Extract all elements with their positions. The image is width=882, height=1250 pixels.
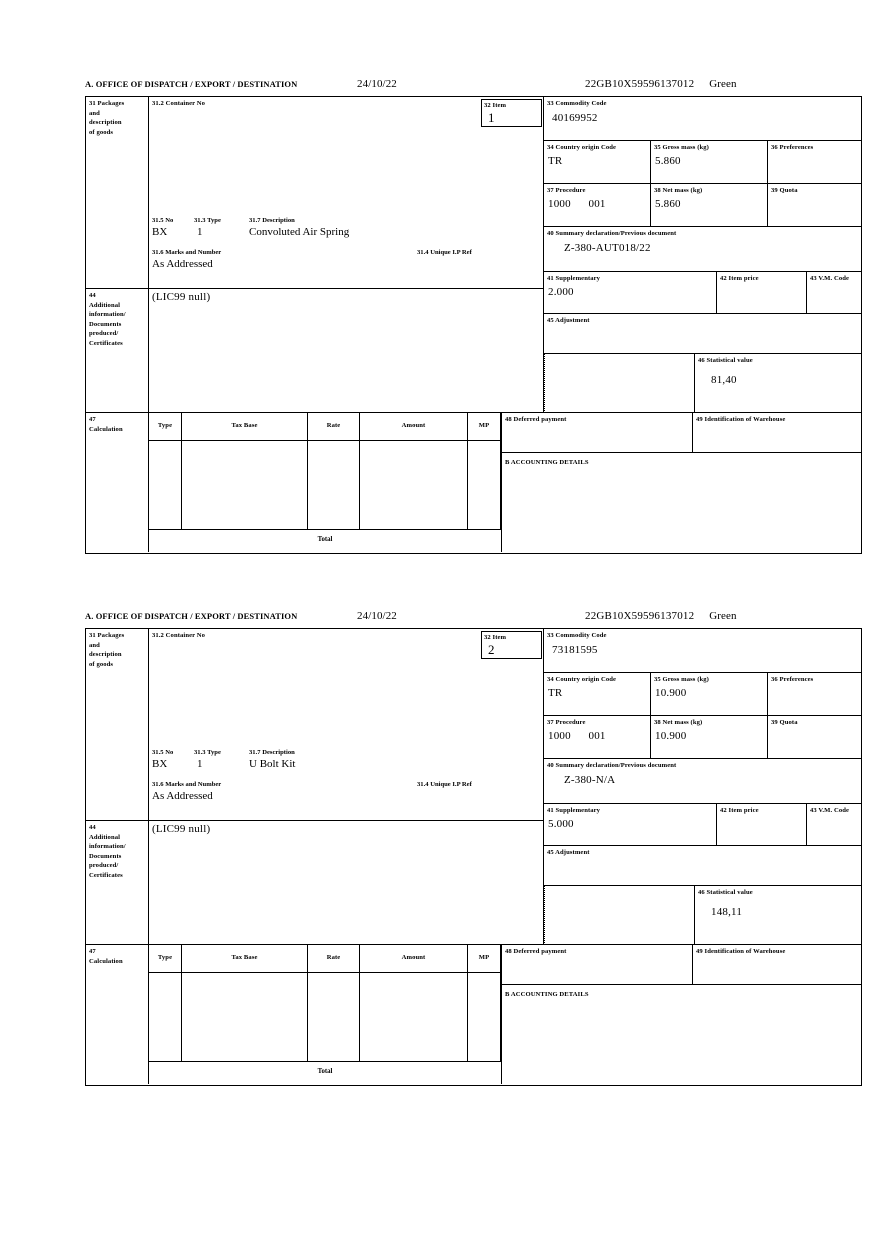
additional-information-value: (LIC99 null)	[152, 291, 211, 303]
box-42-label-2: 42 Item price	[720, 807, 759, 814]
box-31-7-description-label: 31.7 Description	[249, 217, 295, 224]
country-origin-value-2: TR	[548, 686, 563, 699]
box-46-label: 46 Statistical value	[698, 357, 753, 364]
box-34-country-origin-2	[544, 673, 651, 716]
form-header-2	[85, 610, 862, 628]
packages-type-value: 1	[197, 226, 203, 238]
calc-total-label-2: Total	[317, 1068, 333, 1075]
box-31-4-ipref-label-2: 31.4 Unique I.P Ref	[417, 781, 472, 788]
box-35-label: 35 Gross mass (kg)	[654, 144, 709, 151]
box-31-goods-description-2	[149, 629, 544, 821]
box-44-label-l3: information/	[89, 311, 126, 318]
calc-header-mp: MP	[468, 413, 501, 441]
box-46-statistical-value-2	[694, 886, 861, 945]
box-31-goods-description	[149, 97, 544, 289]
box-32-item-2	[481, 631, 542, 659]
calc-header-type-2: Type	[149, 945, 182, 973]
box-40-previous-document	[544, 227, 861, 272]
packages-no-value: BX	[152, 226, 168, 238]
box-31-label-l3: description	[89, 119, 122, 126]
box-31-label-2	[86, 629, 149, 821]
box-31-label-2-l1: 31 Packages	[89, 632, 125, 639]
accounting-details-value	[502, 468, 861, 470]
box-b-accounting-details	[501, 453, 861, 552]
country-origin-value: TR	[548, 154, 563, 167]
box-31-label-2-l2: and	[89, 641, 100, 649]
box-46-label-2: 46 Statistical value	[698, 889, 753, 896]
calc-body-rate-2	[308, 973, 360, 1062]
vm-code-value-2	[807, 816, 861, 818]
customs-declaration-form-1	[85, 78, 862, 554]
box-45-adjustment-2	[544, 846, 861, 886]
mrn-block	[585, 78, 737, 90]
box-46-statistical-value	[694, 354, 861, 413]
customs-declaration-form-2	[85, 610, 862, 1086]
box-48-label: 48 Deferred payment	[505, 416, 567, 423]
declaration-date-2: 24/10/22	[357, 610, 397, 622]
box-35-gross-mass-2	[651, 673, 768, 716]
box-37-procedure	[544, 184, 651, 227]
preferences-value-2	[768, 685, 861, 687]
box-43-vm-code-2	[807, 804, 861, 846]
calc-header-mp-2: MP	[468, 945, 501, 973]
box-45-label-2: 45 Adjustment	[547, 849, 590, 856]
box-31-label-l4: of goods	[89, 128, 114, 136]
item-price-value-2	[717, 816, 806, 818]
box-49-warehouse-2	[693, 945, 861, 985]
box-47-label-l2: Calculation	[89, 425, 123, 433]
warehouse-id-value	[693, 425, 861, 427]
box-31-3-type-label: 31.3 Type	[194, 217, 221, 224]
procedure-value: 1000 001	[548, 197, 606, 210]
box-45-adjustment	[544, 314, 861, 354]
box-44-label-l6: Certificates	[89, 339, 123, 347]
procedure-value-2: 1000 001	[548, 729, 606, 742]
calc-body-type	[149, 441, 182, 530]
box-48-deferred-payment	[501, 413, 693, 453]
box-44-label-l1: 44	[89, 292, 96, 299]
box-37-label: 37 Procedure	[547, 187, 586, 194]
box-41-supplementary	[544, 272, 717, 314]
box-40-label-2: 40 Summary declaration/Previous document	[547, 762, 677, 769]
commodity-code-value: 40169952	[552, 111, 598, 124]
box-33-label: 33 Commodity Code	[547, 100, 607, 107]
box-32-item-label-2: 32 Item	[484, 634, 507, 641]
form-header-1	[85, 78, 862, 96]
box-31-5-no-label: 31.5 No	[152, 217, 174, 224]
box-49-label: 49 Identification of Warehouse	[696, 416, 786, 423]
box-44-label	[86, 289, 149, 413]
calc-body-mp-2	[468, 973, 501, 1062]
calc-header-rate-2: Rate	[308, 945, 360, 973]
route-status: Green	[709, 78, 737, 90]
packages-no-value-2: BX	[152, 758, 168, 770]
statistical-value-2: 148,11	[711, 905, 743, 918]
box-31-3-type-label-2: 31.3 Type	[194, 749, 221, 756]
adjustment-value-2	[544, 858, 861, 860]
calc-header-amount: Amount	[360, 413, 468, 441]
marks-and-number-value: As Addressed	[152, 258, 213, 270]
box-39-quota-2	[768, 716, 861, 759]
item-number-value-2: 2	[488, 641, 495, 657]
box-31-label-2-l3: description	[89, 651, 122, 658]
additional-information-value-2: (LIC99 null)	[152, 823, 211, 835]
calc-body-tax-base-2	[182, 973, 308, 1062]
supplementary-value-2: 5.000	[548, 817, 574, 830]
box-31-6-marks-label: 31.6 Marks and Number	[152, 249, 222, 256]
box-31-5-no-label-2: 31.5 No	[152, 749, 174, 756]
quota-value	[768, 196, 861, 198]
supplementary-value: 2.000	[548, 285, 574, 298]
calc-total-label: Total	[317, 536, 333, 543]
preferences-value	[768, 153, 861, 155]
box-47-label-2	[86, 945, 149, 1084]
box-36-label: 36 Preferences	[771, 144, 814, 151]
box-44-label-2-l3: information/	[89, 843, 126, 850]
box-47-label-2-l1: 47	[89, 948, 96, 955]
box-35-label-2: 35 Gross mass (kg)	[654, 676, 709, 683]
calc-body-amount-2	[360, 973, 468, 1062]
box-32-item-label: 32 Item	[484, 102, 507, 109]
box-44-content-2	[149, 821, 544, 945]
packages-description-value: Convoluted Air Spring	[249, 226, 350, 238]
declaration-date: 24/10/22	[357, 78, 397, 90]
box-33-commodity-code	[544, 97, 861, 141]
box-43-label: 43 V.M. Code	[810, 275, 850, 282]
calc-header-type: Type	[149, 413, 182, 441]
box-41-label-2: 41 Supplementary	[547, 807, 601, 814]
box-44-label-l4: Documents	[89, 320, 122, 328]
vm-code-value	[807, 284, 861, 286]
box-39-label-2: 39 Quota	[771, 719, 798, 726]
box-33-commodity-code-2	[544, 629, 861, 673]
deferred-payment-value	[502, 425, 692, 427]
calc-body-rate	[308, 441, 360, 530]
box-b-accounting-details-2	[501, 985, 861, 1084]
box-33-label-2: 33 Commodity Code	[547, 632, 607, 639]
box-31-7-description-label-2: 31.7 Description	[249, 749, 295, 756]
warehouse-id-value-2	[693, 957, 861, 959]
packages-description-value-2: U Bolt Kit	[249, 758, 296, 770]
box-34-country-origin	[544, 141, 651, 184]
quota-value-2	[768, 728, 861, 730]
box-32-item	[481, 99, 542, 127]
box-39-label: 39 Quota	[771, 187, 798, 194]
box-31-label-l2: and	[89, 109, 100, 117]
box-48-label-2: 48 Deferred payment	[505, 948, 567, 955]
adjustment-value	[544, 326, 861, 328]
marks-and-number-value-2: As Addressed	[152, 790, 213, 802]
calc-total-row	[149, 530, 501, 552]
box-39-quota	[768, 184, 861, 227]
box-44-label-2-l4: Documents	[89, 852, 122, 860]
calc-total-row-2	[149, 1062, 501, 1084]
box-44-content	[149, 289, 544, 413]
previous-document-value: Z-380-AUT018/22	[564, 241, 651, 254]
box-38-net-mass-2	[651, 716, 768, 759]
item-number-value: 1	[488, 109, 495, 125]
box-34-label-2: 34 Country origin Code	[547, 676, 617, 683]
gross-mass-value: 5.860	[655, 154, 681, 167]
previous-document-value-2: Z-380-N/A	[564, 773, 616, 786]
statistical-value: 81,40	[711, 373, 737, 386]
box-47-label-l1: 47	[89, 416, 96, 423]
calc-header-tax-base-2: Tax Base	[182, 945, 308, 973]
box-49-warehouse	[693, 413, 861, 453]
calc-body-mp	[468, 441, 501, 530]
box-40-label: 40 Summary declaration/Previous document	[547, 230, 677, 237]
box-42-item-price-2	[717, 804, 807, 846]
box-47-label-2-l2: Calculation	[89, 957, 123, 965]
box-46-spacer	[544, 354, 694, 413]
accounting-details-value-2	[502, 1000, 861, 1002]
box-41-supplementary-2	[544, 804, 717, 846]
box-44-label-2-l2: Additional	[89, 833, 121, 841]
box-38-net-mass	[651, 184, 768, 227]
calc-body-tax-base	[182, 441, 308, 530]
mrn-number: 22GB10X59596137012	[585, 78, 695, 90]
box-b-label-2: B ACCOUNTING DETAILS	[505, 991, 589, 998]
box-31-6-marks-label-2: 31.6 Marks and Number	[152, 781, 222, 788]
box-36-preferences	[768, 141, 861, 184]
box-41-label: 41 Supplementary	[547, 275, 601, 282]
box-37-label-2: 37 Procedure	[547, 719, 586, 726]
box-31-label	[86, 97, 149, 289]
box-44-label-l2: Additional	[89, 301, 121, 309]
box-42-item-price	[717, 272, 807, 314]
commodity-code-value-2: 73181595	[552, 643, 598, 656]
box-44-label-2-l6: Certificates	[89, 871, 123, 879]
box-49-label-2: 49 Identification of Warehouse	[696, 948, 786, 955]
box-36-preferences-2	[768, 673, 861, 716]
calc-header-amount-2: Amount	[360, 945, 468, 973]
declaration-grid-2	[85, 628, 862, 1086]
box-37-procedure-2	[544, 716, 651, 759]
box-47-label	[86, 413, 149, 552]
declaration-grid-1	[85, 96, 862, 554]
box-31-2-container-label: 31.2 Container No	[152, 100, 206, 107]
gross-mass-value-2: 10.900	[655, 686, 687, 699]
box-40-previous-document-2	[544, 759, 861, 804]
box-42-label: 42 Item price	[720, 275, 759, 282]
box-48-deferred-payment-2	[501, 945, 693, 985]
box-31-label-2-l4: of goods	[89, 660, 114, 668]
item-price-value	[717, 284, 806, 286]
calc-header-tax-base: Tax Base	[182, 413, 308, 441]
box-43-vm-code	[807, 272, 861, 314]
office-of-dispatch-label: A. OFFICE OF DISPATCH / EXPORT / DESTINATION	[85, 79, 298, 89]
net-mass-value-2: 10.900	[655, 729, 687, 742]
box-44-label-2-l1: 44	[89, 824, 96, 831]
box-43-label-2: 43 V.M. Code	[810, 807, 850, 814]
box-38-label: 38 Net mass (kg)	[654, 187, 703, 194]
box-45-label: 45 Adjustment	[547, 317, 590, 324]
box-36-label-2: 36 Preferences	[771, 676, 814, 683]
mrn-block-2	[585, 610, 737, 622]
box-44-label-2	[86, 821, 149, 945]
deferred-payment-value-2	[502, 957, 692, 959]
mrn-number-2: 22GB10X59596137012	[585, 610, 695, 622]
office-of-dispatch-label-2: A. OFFICE OF DISPATCH / EXPORT / DESTINATION	[85, 611, 298, 621]
calc-body-amount	[360, 441, 468, 530]
packages-type-value-2: 1	[197, 758, 203, 770]
route-status-2: Green	[709, 610, 737, 622]
box-b-label: B ACCOUNTING DETAILS	[505, 459, 589, 466]
box-35-gross-mass	[651, 141, 768, 184]
box-34-label: 34 Country origin Code	[547, 144, 617, 151]
calc-body-type-2	[149, 973, 182, 1062]
calc-header-rate: Rate	[308, 413, 360, 441]
box-46-spacer-2	[544, 886, 694, 945]
box-38-label-2: 38 Net mass (kg)	[654, 719, 703, 726]
net-mass-value: 5.860	[655, 197, 681, 210]
box-44-label-l5: produced/	[89, 330, 119, 337]
box-31-2-container-label-2: 31.2 Container No	[152, 632, 206, 639]
box-31-4-ipref-label: 31.4 Unique I.P Ref	[417, 249, 472, 256]
box-31-label-l1: 31 Packages	[89, 100, 125, 107]
box-44-label-2-l5: produced/	[89, 862, 119, 869]
